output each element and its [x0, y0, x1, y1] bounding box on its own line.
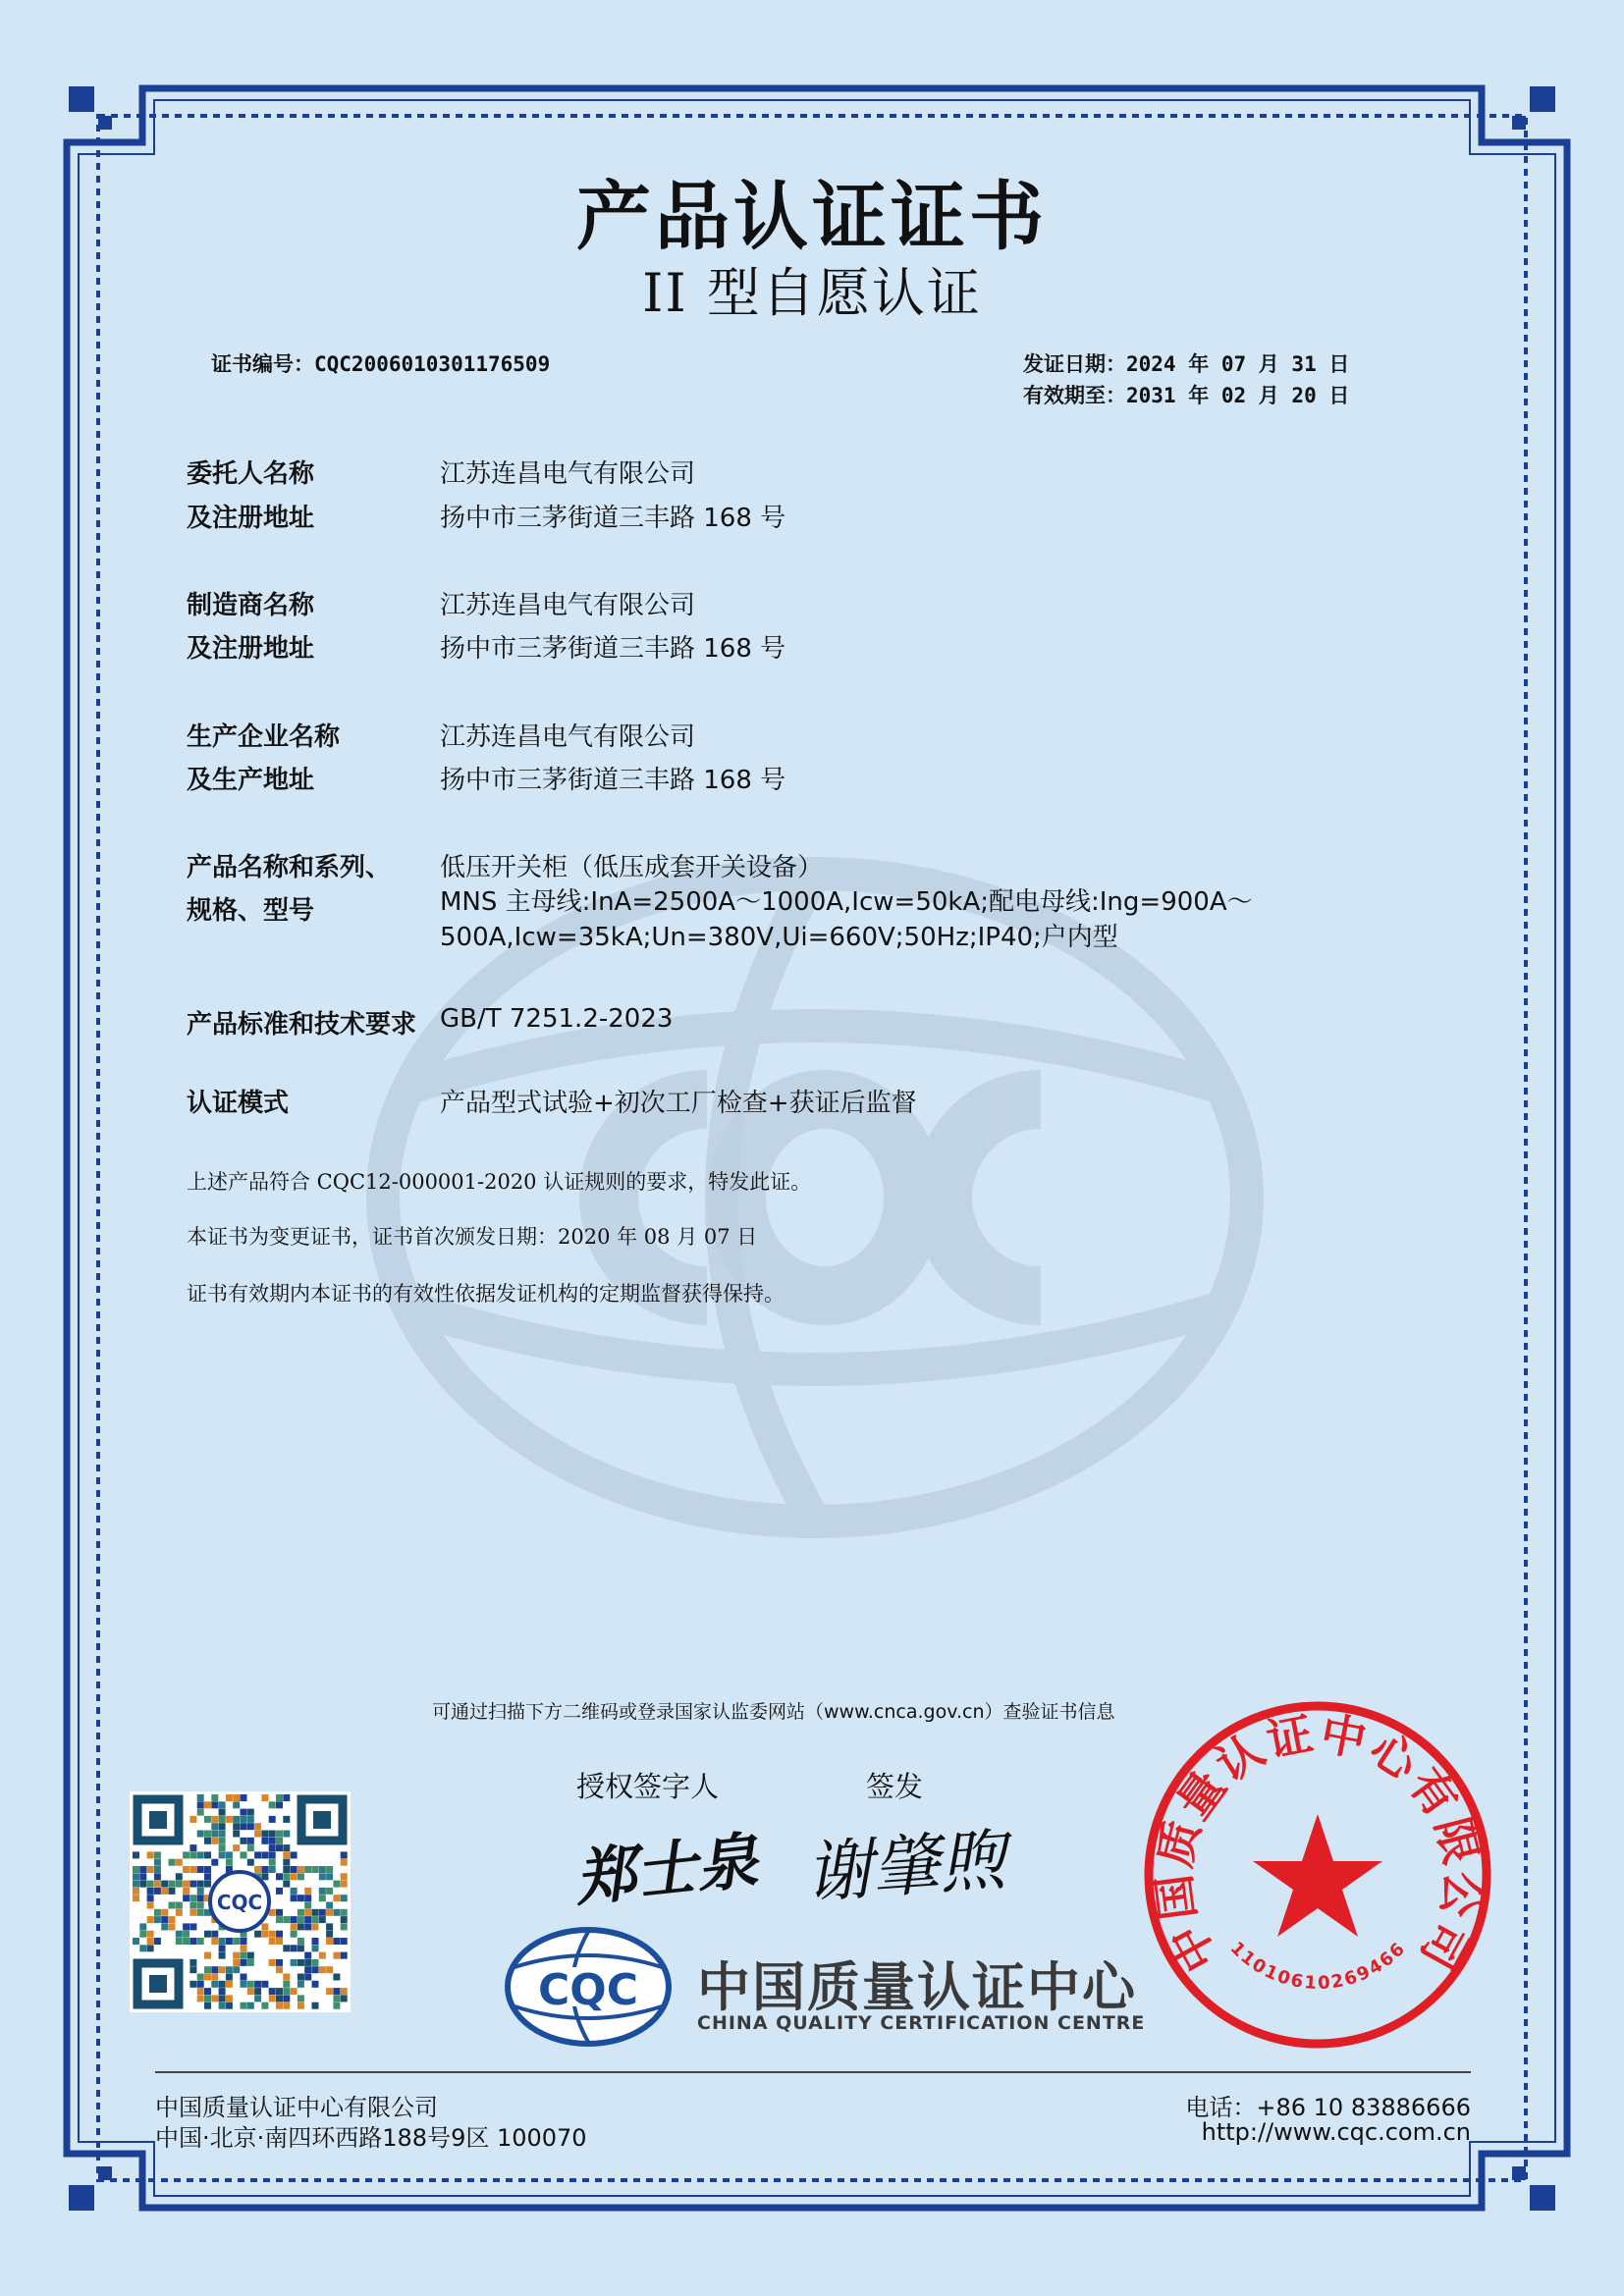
production-address: 扬中市三茅街道三丰路 168 号 — [440, 766, 786, 795]
manufacturer-address: 扬中市三茅街道三丰路 168 号 — [440, 634, 786, 664]
certificate-title: 产品认证证书 — [576, 173, 1048, 260]
seal-text: 中国质量认证中心有限公司 — [1146, 1706, 1490, 1981]
qr-code[interactable] — [130, 1791, 351, 2012]
official-seal — [1139, 1696, 1497, 2055]
verification-note: 可通过扫描下方二维码或登录国家认监委网站（www.cnca.gov.cn）查验证书信息 — [432, 1701, 1115, 1723]
issue-date: 发证日期：2024 年 07 月 31 日 — [1023, 352, 1350, 376]
manufacturer-address-label: 及注册地址 — [187, 634, 315, 664]
svg-text:1101061026946​6 — [1226, 1938, 1410, 1994]
product-spec-label: 规格、型号 — [187, 896, 315, 926]
certification-mode-label: 认证模式 — [187, 1089, 290, 1118]
client-address: 扬中市三茅街道三丰路 168 号 — [440, 504, 786, 533]
certificate-number: 证书编号：CQC2006010301176509 — [211, 352, 551, 376]
production-name-label: 生产企业名称 — [187, 722, 341, 752]
product-label: 产品名称和系列、 — [187, 853, 392, 882]
footer-divider — [155, 2071, 1471, 2073]
statement-3: 证书有效期内本证书的有效性依据发证机构的定期监督获得保持。 — [187, 1282, 785, 1306]
footer-phone: 电话：+86 10 83886666 — [1185, 2094, 1471, 2121]
statement-1: 上述产品符合 CQC12-000001-2020 认证规则的要求，特发此证。 — [187, 1170, 812, 1194]
cqc-logo-en: CHINA QUALITY CERTIFICATION CENTRE — [697, 2012, 1146, 2034]
signature-authorized: 郑士泉 — [571, 1824, 761, 1915]
client-name-label: 委托人名称 — [187, 459, 315, 489]
production-name: 江苏连昌电气有限公司 — [440, 722, 696, 752]
cqc-logo-mark: CQC — [538, 1965, 638, 2015]
certificate-subtitle: II 型自愿认证 — [642, 262, 982, 324]
cqc-logo-icon — [503, 1926, 675, 2049]
footer-organization: 中国质量认证中心有限公司 — [155, 2094, 438, 2121]
signature-issuer: 谢肇煦 — [802, 1821, 1008, 1914]
production-address-label: 及生产地址 — [187, 766, 315, 795]
manufacturer-name-label: 制造商名称 — [187, 591, 315, 620]
footer-address: 中国·北京·南四环西路188号9区 100070 — [155, 2124, 587, 2152]
manufacturer-name: 江苏连昌电气有限公司 — [440, 591, 696, 620]
standard-label: 产品标准和技术要求 — [187, 1010, 417, 1040]
signatory-label: 授权签字人 — [576, 1770, 720, 1803]
product-spec-line-2: 500A,Icw=35kA;Un=380V,Ui=660V;50Hz;IP40;户内型 — [440, 923, 1118, 952]
valid-until-date: 有效期至：2031 年 02 月 20 日 — [1023, 384, 1350, 407]
certification-mode-value: 产品型式试验+初次工厂检查+获证后监督 — [440, 1089, 917, 1118]
client-address-label: 及注册地址 — [187, 504, 315, 533]
statement-2: 本证书为变更证书，证书首次颁发日期：2020 年 08 月 07 日 — [187, 1225, 758, 1249]
seal-code: 1101061026946​6 — [1225, 1938, 1411, 1995]
client-name: 江苏连昌电气有限公司 — [440, 459, 696, 489]
product-name: 低压开关柜（低压成套开关设备） — [440, 853, 824, 882]
footer-website[interactable]: http://www.cqc.com.cn — [1201, 2118, 1471, 2146]
standard-value: GB/T 7251.2-2023 — [440, 1004, 674, 1034]
cqc-logo-cn: 中国质量认证中心 — [697, 1956, 1137, 2018]
issue-label: 签发 — [866, 1770, 924, 1803]
product-spec-line-1: MNS 主母线:InA=2500A～1000A,Icw=50kA;配电母线:Ing=900A～ — [440, 887, 1253, 917]
qr-center-logo: CQC — [216, 1891, 263, 1914]
